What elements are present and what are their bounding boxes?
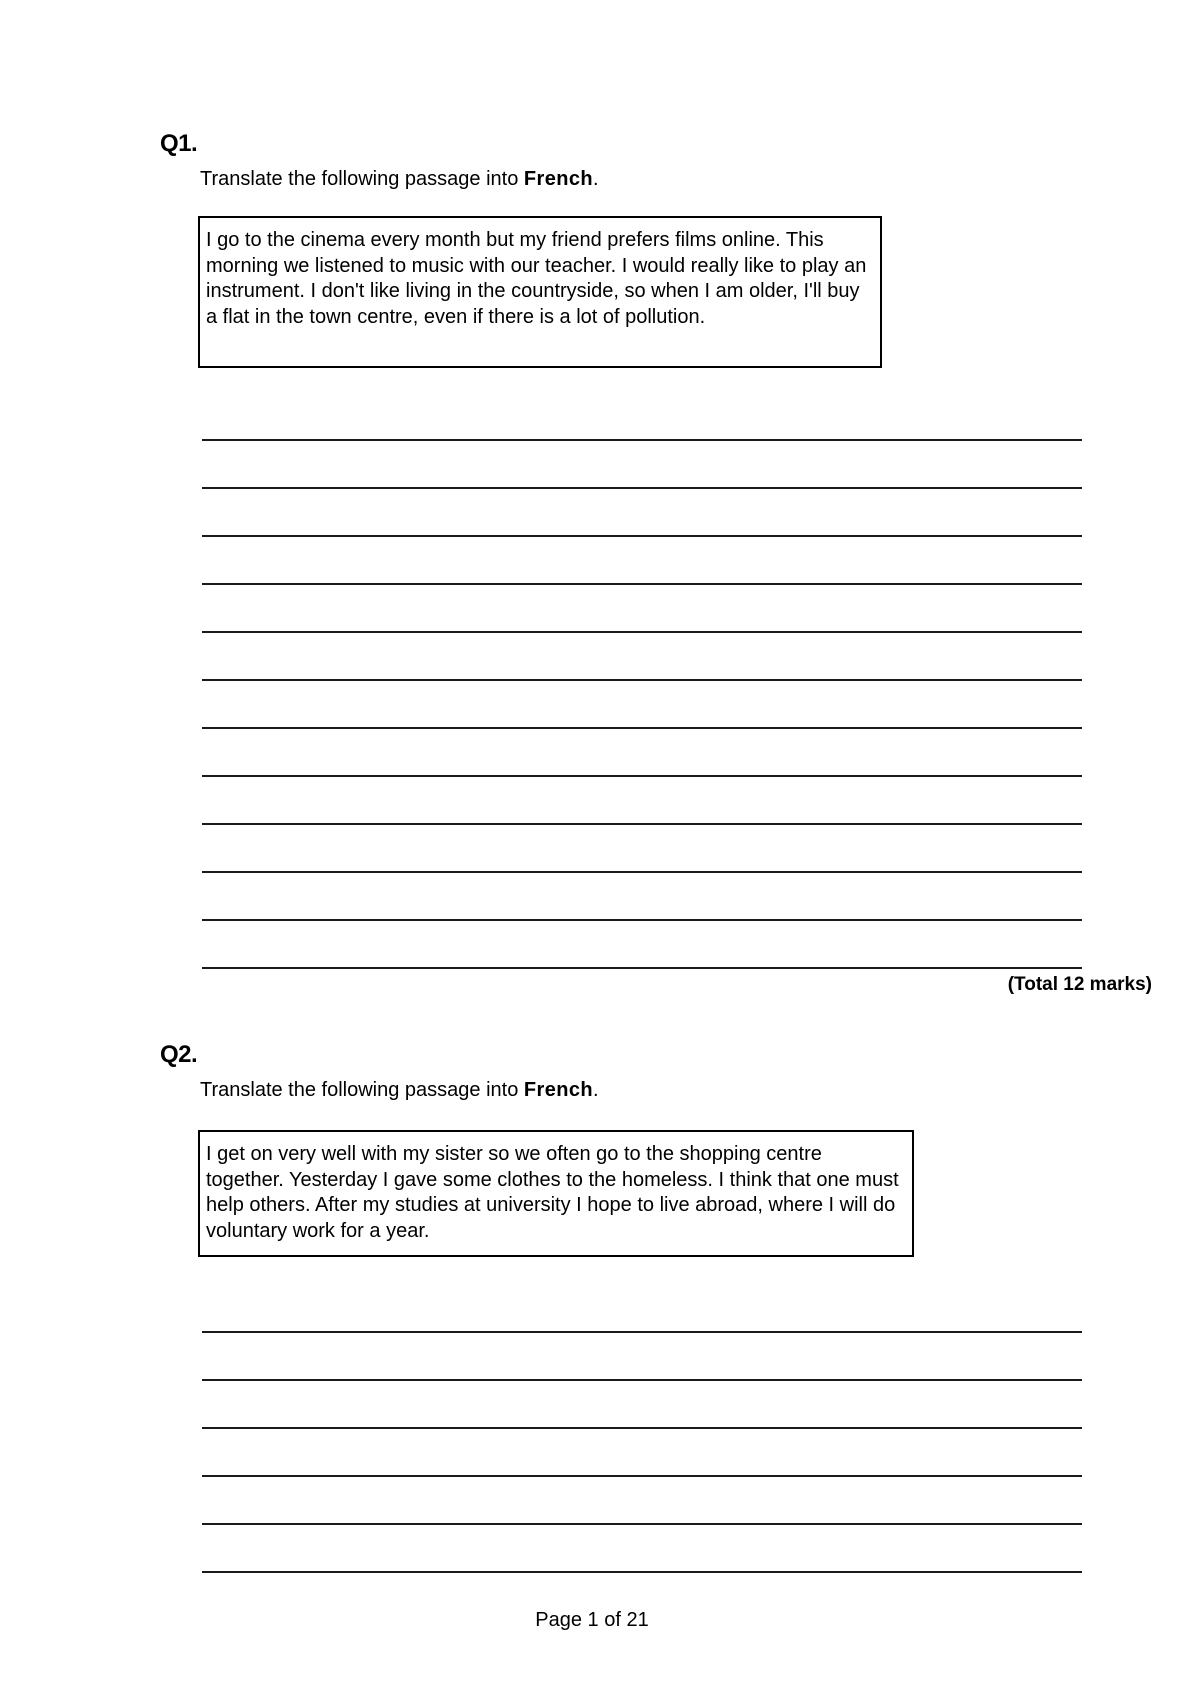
instruction-punctuation: . xyxy=(593,168,599,190)
instruction-text: Translate the following passage into xyxy=(200,168,524,190)
answer-line[interactable] xyxy=(202,585,1082,633)
answer-line[interactable] xyxy=(202,1305,1082,1333)
answer-line[interactable] xyxy=(202,537,1082,585)
answer-lines xyxy=(202,413,1082,969)
answer-line[interactable] xyxy=(202,1333,1082,1381)
answer-line[interactable] xyxy=(202,729,1082,777)
answer-line[interactable] xyxy=(202,1429,1082,1477)
instruction-punctuation: . xyxy=(593,1079,599,1101)
question-number: Q1. xyxy=(160,130,198,157)
answer-line[interactable] xyxy=(202,1381,1082,1429)
instruction-text: Translate the following passage into xyxy=(200,1079,524,1101)
question-number: Q2. xyxy=(160,1041,198,1068)
answer-line[interactable] xyxy=(202,1525,1082,1573)
answer-line[interactable] xyxy=(202,825,1082,873)
answer-line[interactable] xyxy=(202,681,1082,729)
page-number: Page 1 of 21 xyxy=(535,1609,649,1631)
target-language: French xyxy=(523,168,593,190)
answer-line[interactable] xyxy=(202,1477,1082,1525)
question-instruction xyxy=(200,166,599,192)
passage-box: I get on very well with my sister so we often go to the shopping centre together. Yesterday I gave some clothes to the homeless. I think that one must help others. After my studies at university I hope to live abroad, where I will do voluntary work for a year. xyxy=(198,1130,914,1257)
answer-line[interactable] xyxy=(202,777,1082,825)
answer-line[interactable] xyxy=(202,873,1082,921)
total-marks: (Total 12 marks) xyxy=(1007,974,1152,995)
answer-line[interactable] xyxy=(202,633,1082,681)
answer-lines xyxy=(202,1305,1082,1573)
question-instruction xyxy=(200,1077,599,1103)
answer-line[interactable] xyxy=(202,489,1082,537)
answer-line[interactable] xyxy=(202,413,1082,441)
passage-box: I go to the cinema every month but my friend prefers films online. This morning we listened to music with our teacher. I would really like to play an instrument. I don't like living in the countryside, so when I am older, I'll buy a flat in the town centre, even if there is a lot of pollution. xyxy=(198,216,882,368)
target-language: French xyxy=(523,1079,593,1101)
answer-line[interactable] xyxy=(202,441,1082,489)
answer-line[interactable] xyxy=(202,921,1082,969)
